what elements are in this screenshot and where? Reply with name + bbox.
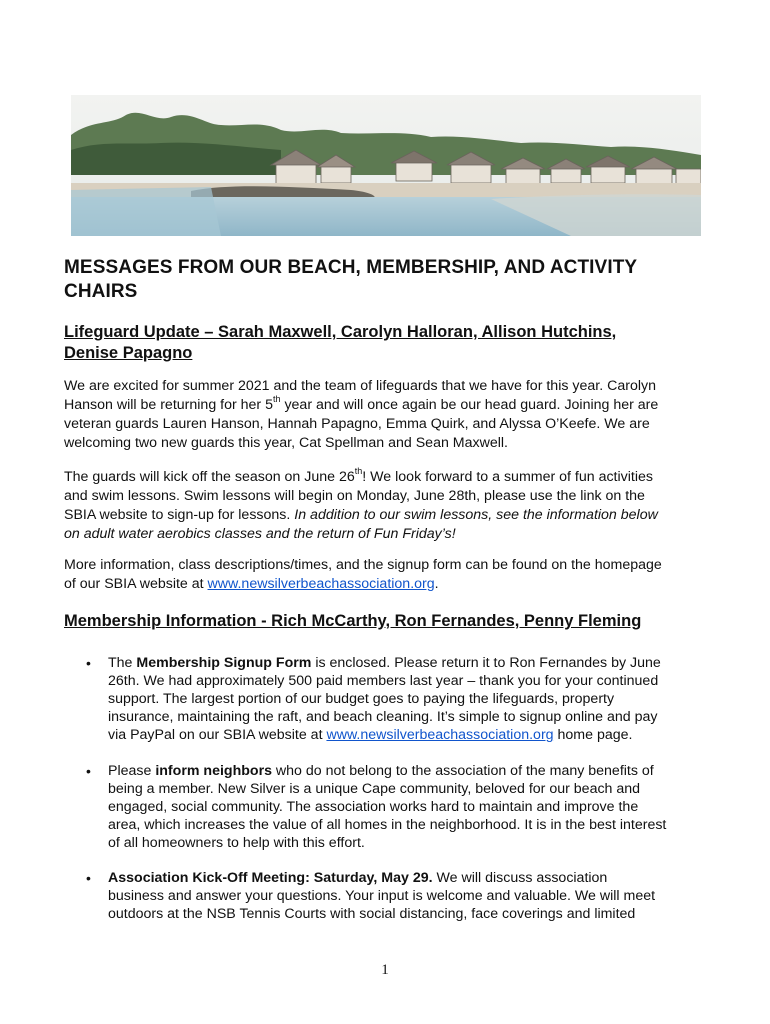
- text-line: [108, 869, 718, 887]
- page-number: 1: [381, 962, 389, 978]
- text-run: The: [108, 655, 137, 671]
- text-run: is enclosed. Please return it to Ron Fernandes by June: [311, 655, 661, 671]
- text-line: [64, 468, 710, 487]
- text-run: We will discuss association: [432, 870, 608, 886]
- lifeguard-paragraph-1: [64, 377, 710, 453]
- text-line: being a member. New Silver is a unique Cape community, beloved for our beach and: [108, 781, 641, 797]
- text-line: insurance, maintaining the raft, and beach cleaning. It’s simple to signup online and pay: [108, 709, 658, 725]
- text-line: [108, 762, 718, 780]
- text-line: [108, 654, 718, 672]
- italic-text: In addition to our swim lessons, see the information below: [294, 507, 658, 523]
- bullet-icon: •: [86, 655, 91, 671]
- text-line: business and answer your questions. Your input is welcome and valuable. We will meet: [108, 888, 656, 904]
- lifeguard-paragraph-3: [64, 556, 710, 594]
- beach-houses-photo: [71, 95, 701, 236]
- text-line: We are excited for summer 2021 and the team of lifeguards that we have for this year. Carolyn: [64, 378, 656, 394]
- text-line: outdoors at the NSB Tennis Courts with social distancing, face coverings and limited: [108, 906, 636, 922]
- text-run: ! We look forward to a summer of fun activities: [362, 469, 653, 485]
- bullet-icon: •: [86, 763, 91, 779]
- lifeguard-paragraph-2: [64, 468, 710, 544]
- text-run: who do not belong to the association of the many benefits of: [271, 763, 654, 779]
- sbia-website-link[interactable]: www.newsilverbeachassociation.org: [207, 576, 435, 592]
- text-run: of our SBIA website at: [64, 576, 208, 592]
- text-line: [108, 726, 718, 744]
- text-line: 26th. We had approximately 500 paid members last year – thank you for your continued: [108, 673, 659, 689]
- bold-text: Membership Signup Form: [136, 655, 312, 671]
- text-line: veteran guards Lauren Hanson, Hannah Papagno, Emma Quirk, and Alyssa O’Keefe. We are: [64, 416, 650, 432]
- membership-bullet-2: [86, 762, 718, 852]
- sbia-homepage-link[interactable]: www.newsilverbeachassociation.org: [326, 727, 554, 743]
- title-line-1: MESSAGES FROM OUR BEACH, MEMBERSHIP, AND ACTIVITY: [64, 257, 638, 278]
- text-run: via PayPal on our SBIA website at: [108, 727, 327, 743]
- bold-text: inform neighbors: [155, 763, 272, 779]
- text-line: area, which increases the value of all homes in the neighborhood. It is in the best interest: [108, 817, 667, 833]
- superscript: th: [272, 394, 281, 405]
- membership-heading: Membership Information - Rich McCarthy, Ron Fernandes, Penny Fleming: [64, 612, 642, 630]
- bold-text: Association Kick-Off Meeting: Saturday, May 29.: [108, 870, 433, 886]
- text-run: home page.: [553, 727, 633, 743]
- text-run: SBIA website to sign-up for lessons.: [64, 507, 295, 523]
- text-run: The guards will kick off the season on June 26: [64, 469, 355, 485]
- text-line: welcoming two new guards this year, Cat Spellman and Sean Maxwell.: [64, 435, 508, 451]
- title-line-2: CHAIRS: [64, 281, 138, 302]
- text-run: .: [434, 576, 439, 592]
- text-line: engaged, social community. The association works hard to maintain and improve the: [108, 799, 639, 815]
- text-line: support. The largest portion of our budget goes to paying the lifeguards, property: [108, 691, 615, 707]
- text-line: More information, class descriptions/times, and the signup form can be found on the homepage: [64, 557, 662, 573]
- bullet-icon: •: [86, 870, 91, 886]
- text-line: [64, 396, 710, 415]
- text-line: [64, 506, 710, 525]
- text-line: of all homeowners to help with this effort.: [108, 835, 365, 851]
- text-run: Please: [108, 763, 156, 779]
- lifeguard-heading-line-1: Lifeguard Update – Sarah Maxwell, Carolyn Halloran, Allison Hutchins,: [64, 323, 617, 341]
- text-run: year and will once again be our head guard. Joining her are: [280, 397, 659, 413]
- superscript: th: [354, 466, 363, 477]
- membership-bullet-1: [86, 654, 718, 744]
- text-line: and swim lessons. Swim lessons will begin on Monday, June 28th, please use the link on the: [64, 488, 645, 504]
- membership-bullet-3: [86, 869, 718, 923]
- text-run: Hanson will be returning for her 5: [64, 397, 273, 413]
- lifeguard-heading: [64, 322, 616, 364]
- lifeguard-heading-line-2: Denise Papagno: [64, 344, 193, 362]
- text-line: [64, 575, 710, 594]
- page-title: [64, 256, 704, 304]
- italic-text-line: on adult water aerobics classes and the return of Fun Friday’s!: [64, 526, 456, 542]
